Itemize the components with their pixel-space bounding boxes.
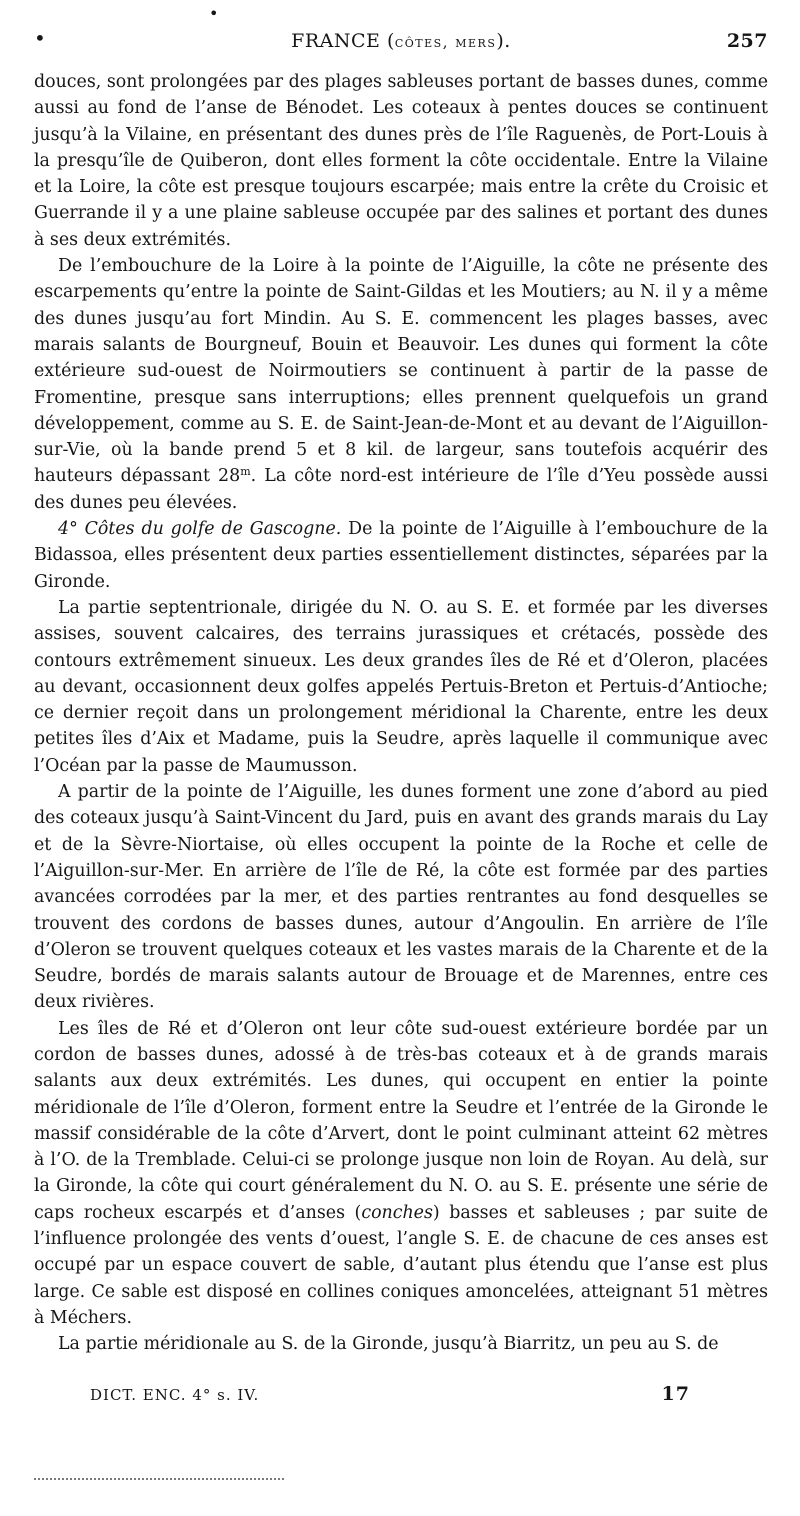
paragraph-3 — [34, 516, 768, 595]
page-number: 257 — [726, 30, 768, 52]
paragraph-6-end: ) basses et sableuses ; par suite de l’influence prolongée des vents d’ouest, l’angle S. E. de chacune de ces anses est occupé par un espace couvert de sable, d’autant plus étendu que l’anse est plus large. Ce sable est disposé en collines coniques amoncelées, atteignant 51 mètres à Méchers. — [34, 1202, 769, 1328]
page-footer — [90, 1384, 690, 1410]
paragraph-5: A partir de la pointe de l’Aiguille, les dunes forment une zone d’abord au pied des coteaux jusqu’à Saint-Vincent du Jard, puis en avant des grands marais du Lay et de la Sèvre-Niortaise, où elles occupent la pointe de la Roche et celle de l’Aiguillon-sur-Mer. En arrière de l’île de Ré, la côte est formée par des parties avancées corrodées par la mer, et des parties rentrantes au fond desquelles se trouvent des cordons de basses dunes, autour d’Angoulin. En arrière de l’île d’Oleron se trouvent quelques coteaux et les vastes marais de la Charente et de la Seudre, bordés de marais salants autour de Brouage et de Marennes, entre ces deux rivières. — [34, 782, 768, 1013]
bottom-dotted-rule — [34, 1478, 284, 1480]
italic-term: conches — [361, 1202, 433, 1223]
body-text — [34, 69, 768, 1358]
running-title-end: ). — [496, 30, 511, 52]
paragraph-4: La partie septentrionale, dirigée du N. O. au S. E. et formée par les diverses assises, souvent calcaires, des terrains jurassiques et crétacés, possède des contours extrêmement sinueux. Les deux grandes îles de Ré et d’Oleron, placées au devant, occasionnent deux golfes appelés Pertuis-Breton et Pertuis-d’Antioche; ce dernier reçoit dans un prolongement méridional la Charente, entre les deux petites îles d’Aix et Madame, puis la Seudre, après laquelle il communique avec l’Océan par la passe de Maumusson. — [34, 597, 768, 776]
stray-dot-mark: • — [209, 4, 219, 23]
printer-signature: DICT. ENC. 4° s. IV. — [90, 1386, 260, 1404]
signature-number: 17 — [661, 1383, 690, 1405]
running-header — [34, 26, 768, 56]
paragraph-2-end: . La côte nord-est intérieure de l’île d’Yeu possède aussi des dunes peu élevées. — [34, 466, 768, 513]
paragraph-6-text: Les îles de Ré et d’Oleron ont leur côte sud-ouest extérieure bordée par un cordon de basses dunes, adossé à de très-bas coteaux et à de grands marais salants aux deux extrémités. Les dunes, qui occupent en entier la pointe méridionale de l’île d’Oleron, forment entre la Seudre et l’entrée de la Gironde le massif considérable de la côte d’Arvert, dont le point culminant atteint 62 mètres à l’O. de la Tremblade. Celui-ci se prolonge jusque non loin de Royan. Au delà, sur la Gironde, la côte qui court généralement du N. O. au S. E. présente une série de caps rocheux escarpés et d’anses ( — [34, 1018, 768, 1223]
paragraph-7: La partie méridionale au S. de la Gironde, jusqu’à Biarritz, un peu au S. de — [58, 1334, 719, 1355]
section-heading: 4° Côtes du golfe de Gascogne. — [58, 519, 342, 540]
running-title — [34, 30, 768, 52]
paragraph-3-text: De la pointe de l’Aiguille à l’embouchure de la Bidassoa, elles présentent deux parties essentiellement distinctes, séparées par la Gironde. — [34, 519, 768, 592]
paragraph-1: douces, sont prolongées par des plages sableuses portant de basses dunes, comme aussi au fond de l’anse de Bénodet. Les coteaux à pentes douces se continuent jusqu’à la Vilaine, en présentant des dunes près de l’île Raguenès, de Port-Louis à la presqu’île de Quiberon, dont elles forment la côte occidentale. Entre la Vilaine et la Loire, la côte est presque toujours escarpée; mais entre la crête du Croisic et Guerrande il y a une plaine sableuse occupée par des salines et portant des dunes à ses deux extrémités. — [34, 72, 768, 250]
paragraph-2-text: De l’embouchure de la Loire à la pointe de l’Aiguille, la côte ne présente des escarpements qu’entre la pointe de Saint-Gildas et les Moutiers; au N. il y a même des dunes jusqu’au fort Mindin. Au S. E. commencent les plages basses, avec marais salants de Bourgneuf, Bouin et Beauvoir. Les dunes qui forment la côte extérieure sud-ouest de Noirmoutiers se continuent à partir de la passe de Fromentine, presque sans interruptions; elles prennent quelquefois un grand développement, comme au S. E. de Saint-Jean-de-Mont et au devant de l’Aiguillon-sur-Vie, où la bande prend 5 et 8 kil. de largeur, sans toutefois acquérir des hauteurs dépassant 28 — [34, 256, 768, 487]
unit-superscript: m — [240, 465, 251, 479]
header-dot-mark: • — [34, 26, 47, 50]
paragraph-6 — [34, 1016, 768, 1332]
running-title-subject: côtes, mers — [394, 33, 497, 51]
paragraph-2 — [34, 253, 768, 516]
running-title-main: FRANCE ( — [291, 30, 395, 52]
